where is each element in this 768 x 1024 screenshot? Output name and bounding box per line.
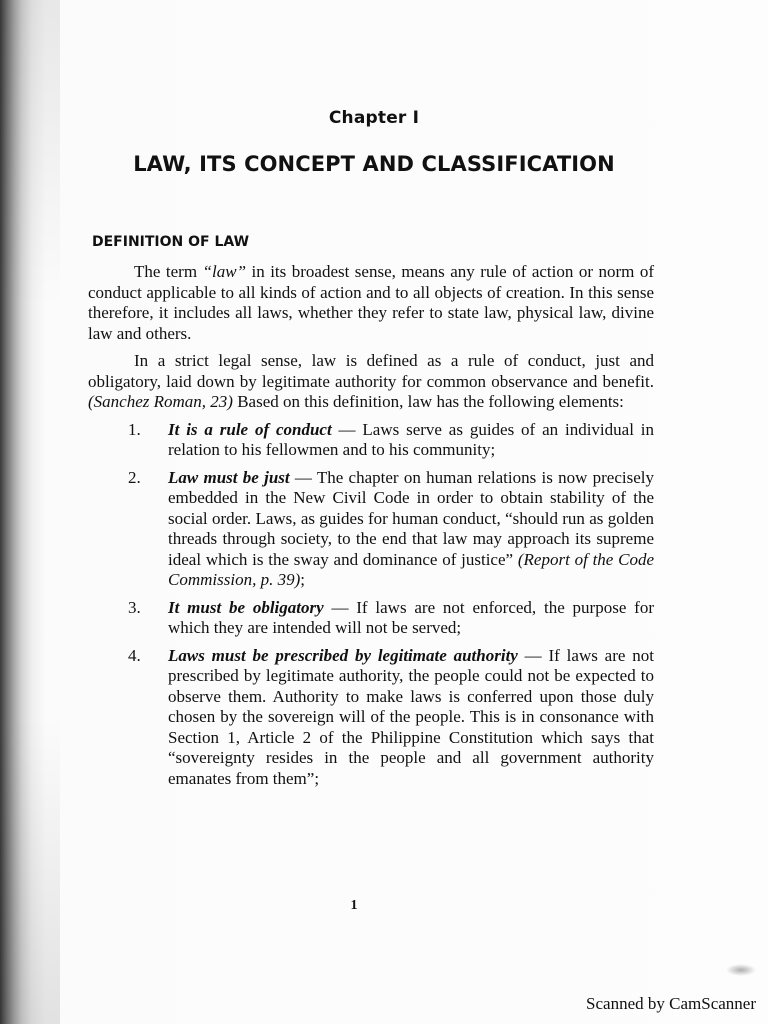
body-text bbox=[88, 262, 654, 796]
page-number: 1 bbox=[350, 898, 358, 913]
element-term: Law must be just bbox=[168, 467, 290, 487]
paragraph-broad-definition bbox=[88, 262, 654, 344]
citation: (Report of the Code Commission, p. 39) bbox=[168, 549, 655, 589]
paragraph-text: Based on this definition, law has the following elements: bbox=[232, 392, 624, 411]
section-heading: DEFINITION OF LAW bbox=[92, 234, 250, 250]
element-text: — If laws are not prescribed by legitimate authority, the people could not be expected to observe them. Authority to make laws is conferred upon those duly chosen by the sovereign will of the people. This is in consonance with Section 1, Article 2 of the Philippine Constitution which says that “sovereignty resides in the people and all government authority emanates from them”; bbox=[168, 645, 654, 788]
italic-term: “law” bbox=[202, 262, 247, 281]
list-number: 4. bbox=[128, 645, 141, 665]
list-item bbox=[88, 646, 654, 790]
element-text: — Laws serve as guides of an individual in relation to his fellowmen and to his community; bbox=[168, 419, 654, 459]
paragraph-text: The term bbox=[134, 262, 203, 281]
element-term: It is a rule of conduct bbox=[168, 419, 332, 439]
paragraph-strict-definition bbox=[88, 351, 654, 413]
list-item bbox=[88, 468, 654, 591]
element-term: Laws must be prescribed by legitimate authority bbox=[168, 645, 518, 665]
list-number: 2. bbox=[128, 467, 141, 487]
elements-list bbox=[88, 420, 654, 790]
chapter-title: LAW, ITS CONCEPT AND CLASSIFICATION bbox=[133, 152, 615, 176]
scan-smudge bbox=[726, 964, 756, 976]
element-text: ; bbox=[300, 570, 305, 589]
element-text: — The chapter on human relations is now precisely embedded in the New Civil Code in order to obtain stability of the social order. Laws, as guides for human conduct, “should run as golden threads through society, to the end that law may approach its supreme ideal which is the sway and dominance of justice” bbox=[168, 467, 654, 569]
list-item bbox=[88, 420, 654, 461]
paragraph-text: In a strict legal sense, law is defined as a rule of conduct, just and obligatory, laid down by legitimate authority for common observance and benefit. bbox=[88, 351, 654, 391]
list-number: 3. bbox=[128, 597, 141, 617]
element-text: — If laws are not enforced, the purpose for which they are intended will not be served; bbox=[168, 597, 654, 637]
chapter-label: Chapter I bbox=[328, 108, 420, 128]
citation: (Sanchez Roman, 23) bbox=[88, 392, 233, 411]
list-item bbox=[88, 598, 654, 639]
element-term: It must be obligatory bbox=[168, 597, 324, 617]
paragraph-text: in its broadest sense, means any rule of action or norm of conduct applicable to all kinds of action and to all objects of creation. In this sense therefore, it includes all laws, whether they refer to state law, physical law, divine law and others. bbox=[88, 262, 654, 343]
camscanner-watermark: Scanned by CamScanner bbox=[586, 994, 756, 1013]
list-number: 1. bbox=[128, 419, 141, 439]
